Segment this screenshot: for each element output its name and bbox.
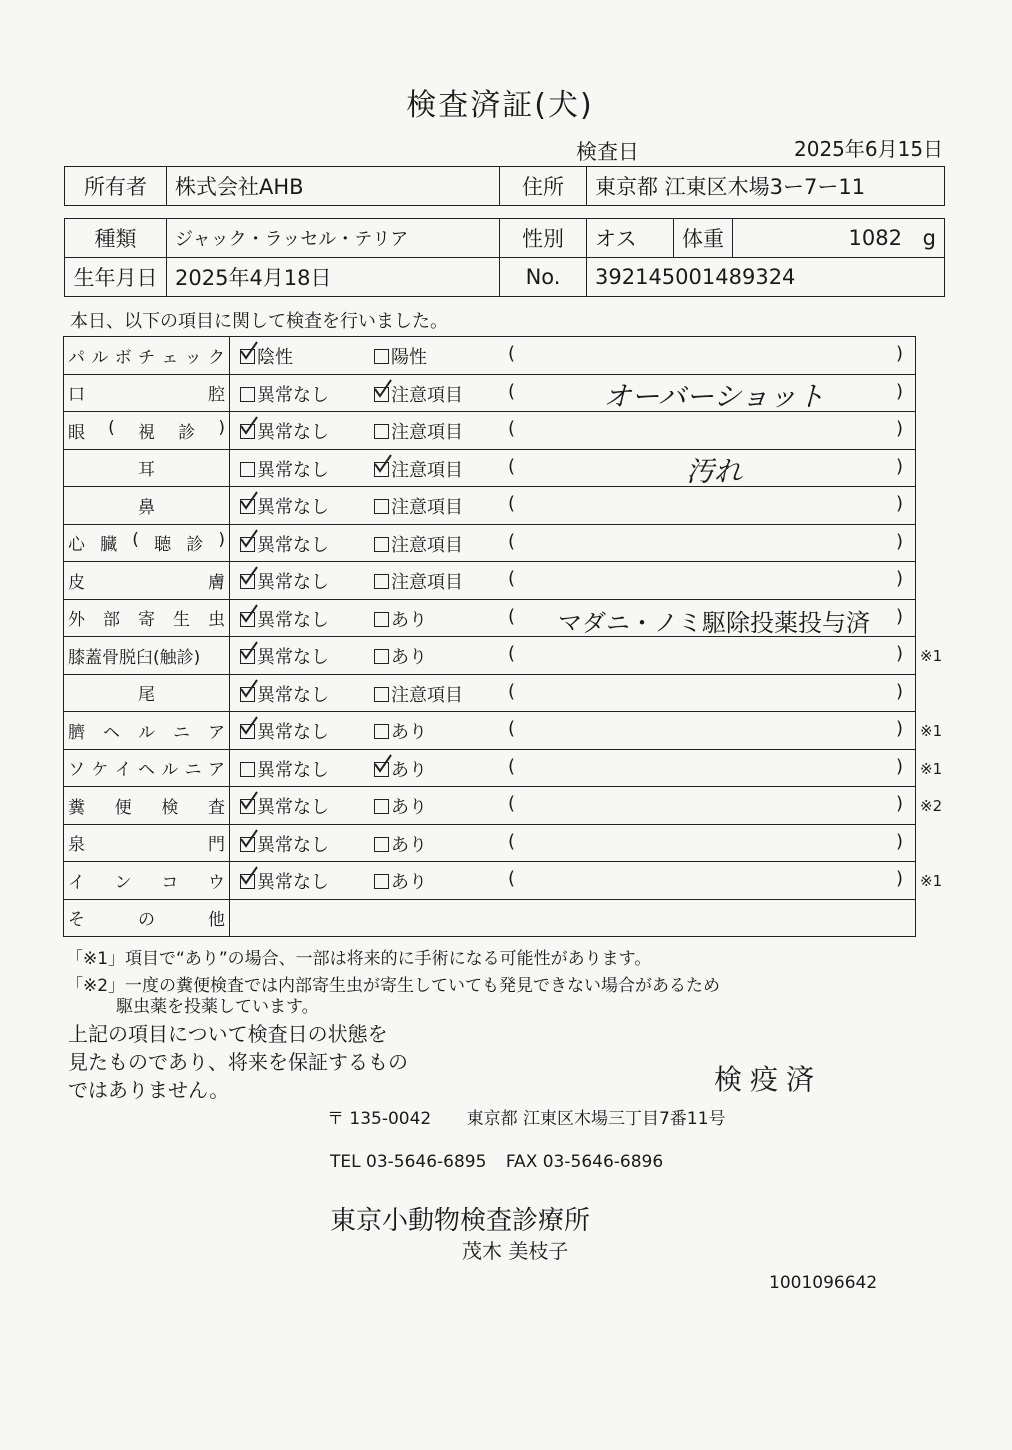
paren-open: ( xyxy=(508,830,516,852)
paren-open: ( xyxy=(508,568,516,589)
birth-value: 2025年4月18日 xyxy=(167,258,500,297)
check-mark-icon xyxy=(373,454,393,474)
option-normal[interactable] xyxy=(240,756,329,782)
check-mark-icon xyxy=(239,416,259,436)
option-label: 異常なし xyxy=(257,722,329,743)
option-normal[interactable] xyxy=(240,831,329,857)
check-mark-icon xyxy=(239,791,259,811)
paren-open: ( xyxy=(508,793,516,814)
paren-open: ( xyxy=(508,530,516,552)
paren-open: ( xyxy=(508,643,516,664)
address-value: 東京都 江東区木場3ー7ー11 xyxy=(587,167,945,206)
option-label: 陽性 xyxy=(391,347,427,368)
checkbox[interactable] xyxy=(240,762,255,777)
checkbox[interactable] xyxy=(240,387,255,402)
option-label: 注意項目 xyxy=(391,422,463,443)
paren-close: ) xyxy=(896,380,904,402)
item-note: 汚れ xyxy=(685,454,742,488)
option-normal[interactable] xyxy=(240,381,329,407)
weight-unit: g xyxy=(922,226,936,250)
item-name xyxy=(64,337,230,374)
option-flag[interactable] xyxy=(374,381,463,407)
item-name xyxy=(64,450,230,487)
weight-cell xyxy=(733,219,945,258)
checkbox[interactable] xyxy=(374,649,389,664)
serial-number: 1001096642 xyxy=(769,1273,878,1293)
owner-label: 所有者 xyxy=(65,167,167,206)
paren-close: ) xyxy=(896,493,904,514)
paren-close: ) xyxy=(896,755,904,777)
item-name-text: 糞 便 検 査 xyxy=(68,797,225,818)
checkbox[interactable] xyxy=(374,724,389,739)
checkbox[interactable] xyxy=(374,499,389,514)
checkbox[interactable] xyxy=(240,649,255,664)
checkbox[interactable] xyxy=(374,462,389,477)
option-label: 異常なし xyxy=(257,647,329,668)
check-mark-icon xyxy=(239,604,259,624)
checkbox[interactable] xyxy=(240,799,255,814)
check-mark-icon xyxy=(239,529,259,549)
option-label: 注意項目 xyxy=(391,384,463,406)
inspection-row xyxy=(64,675,915,713)
option-label: 異常なし xyxy=(257,872,329,893)
option-label: 注意項目 xyxy=(391,497,463,518)
disclaimer-line: ではありません。 xyxy=(68,1078,230,1102)
checkbox[interactable] xyxy=(374,349,389,364)
quarantine-stamp: 検疫済 xyxy=(714,1063,823,1096)
weight-label: 体重 xyxy=(674,219,733,258)
item-name-text: 臍 ヘ ル ニ ア xyxy=(68,722,225,743)
paren-close: ) xyxy=(896,793,904,814)
option-label: 異常なし xyxy=(257,834,329,856)
option-label: あり xyxy=(391,609,427,631)
item-name xyxy=(64,862,230,899)
option-flag[interactable] xyxy=(374,681,463,707)
inspection-row xyxy=(64,600,915,638)
check-mark-icon xyxy=(239,829,259,849)
item-name-text: イ ン コ ウ xyxy=(68,872,225,893)
option-label: 異常なし xyxy=(257,422,329,443)
checkbox[interactable] xyxy=(240,537,255,552)
check-mark-icon xyxy=(239,491,259,511)
footnote-mark: ※2 xyxy=(920,797,943,815)
footnote-mark: ※1 xyxy=(920,647,943,665)
item-name-text: 心 臓 ( 聴 診 ) xyxy=(68,530,225,556)
inspection-row xyxy=(64,337,915,375)
checkbox[interactable] xyxy=(240,499,255,514)
intro-text: 本日、以下の項目に関して検査を行いました。 xyxy=(70,311,448,332)
option-label: 注意項目 xyxy=(391,534,463,556)
item-name-text: 鼻 xyxy=(138,497,155,518)
paren-close: ) xyxy=(896,718,904,739)
paren-close: ) xyxy=(896,680,904,702)
paren-open: ( xyxy=(508,380,516,402)
paren-open: ( xyxy=(508,605,516,627)
option-flag[interactable] xyxy=(374,793,427,819)
inspection-row xyxy=(64,825,915,863)
disclaimer-line: 上記の項目について検査日の状態を xyxy=(68,1022,388,1046)
disclaimer xyxy=(68,1020,408,1104)
item-name-text: 膝蓋骨脱臼(触診) xyxy=(68,647,201,668)
option-flag[interactable] xyxy=(374,531,463,557)
no-label: No. xyxy=(500,258,587,297)
item-name xyxy=(64,600,230,637)
item-name xyxy=(64,562,230,599)
item-name xyxy=(64,412,230,449)
vet-name: 茂木 美枝子 xyxy=(462,1239,569,1263)
item-name xyxy=(64,525,230,562)
item-name-text: そ の 他 xyxy=(68,910,225,931)
item-name xyxy=(64,750,230,787)
option-label: あり xyxy=(391,647,427,668)
footnote-mark: ※1 xyxy=(920,722,943,740)
option-label: 異常なし xyxy=(257,384,329,406)
footnote-mark: ※1 xyxy=(920,759,943,778)
option-label: あり xyxy=(391,834,427,856)
tel-number: TEL 03-5646-6895 xyxy=(330,1152,487,1172)
item-name-text: ソ ケ イ ヘ ル ニ ア xyxy=(68,760,225,781)
owner-table xyxy=(64,166,945,206)
inspection-row xyxy=(64,525,915,563)
animal-table xyxy=(64,218,945,297)
inspection-row xyxy=(64,900,915,938)
option-label: 異常なし xyxy=(257,497,329,518)
exam-date: 2025年6月15日 xyxy=(794,137,944,161)
option-label: あり xyxy=(391,872,427,893)
paren-close: ) xyxy=(896,868,904,889)
footnote-2b: 駆虫薬を投薬しています。 xyxy=(116,997,319,1017)
option-label: 異常なし xyxy=(257,459,329,481)
option-normal[interactable] xyxy=(240,493,329,519)
option-flag[interactable] xyxy=(374,868,427,894)
option-label: 異常なし xyxy=(257,684,329,706)
inspection-row xyxy=(64,412,915,450)
inspection-row xyxy=(64,562,915,600)
inspection-row xyxy=(64,375,915,413)
check-mark-icon xyxy=(239,341,259,361)
inspection-row xyxy=(64,450,915,488)
option-flag[interactable] xyxy=(374,718,427,744)
paren-close: ) xyxy=(896,643,904,664)
paren-close: ) xyxy=(896,418,904,439)
option-flag[interactable] xyxy=(374,606,427,632)
inspection-row xyxy=(64,787,943,825)
option-normal[interactable] xyxy=(240,643,329,669)
paren-close: ) xyxy=(896,830,904,852)
option-normal[interactable] xyxy=(240,531,329,557)
check-mark-icon xyxy=(239,679,259,699)
checkbox[interactable] xyxy=(240,424,255,439)
option-label: 注意項目 xyxy=(391,684,463,706)
postal-code: 〒 135-0042 xyxy=(327,1109,432,1129)
checkbox[interactable] xyxy=(240,612,255,627)
item-name-text: 皮 膚 xyxy=(68,572,225,593)
check-mark-icon xyxy=(373,754,393,774)
footnote-2: 「※2」一度の糞便検査では内部寄生虫が寄生していても発見できない場合があるため xyxy=(66,976,721,996)
option-flag[interactable] xyxy=(374,456,463,482)
check-mark-icon xyxy=(239,866,259,886)
paren-open: ( xyxy=(508,718,516,739)
item-name-text: 泉 門 xyxy=(68,835,225,856)
inspection-grid xyxy=(63,336,943,937)
checkbox[interactable] xyxy=(374,612,389,627)
sex-value: オス xyxy=(587,219,674,258)
checkbox[interactable] xyxy=(240,462,255,477)
checkbox[interactable] xyxy=(240,574,255,589)
option-normal[interactable] xyxy=(240,456,329,482)
option-label: 注意項目 xyxy=(391,459,463,481)
checkbox[interactable] xyxy=(240,687,255,702)
item-name-text: 口 腔 xyxy=(68,385,225,406)
item-name xyxy=(64,712,230,749)
option-normal[interactable] xyxy=(240,568,329,594)
checkbox[interactable] xyxy=(374,799,389,814)
option-normal[interactable] xyxy=(240,793,329,819)
inspection-row xyxy=(64,637,943,675)
fax-number: FAX 03-5646-6896 xyxy=(505,1152,664,1172)
checkbox[interactable] xyxy=(240,349,255,364)
checkbox[interactable] xyxy=(374,387,389,402)
disclaimer-line: 見たものであり、将来を保証するもの xyxy=(68,1050,408,1074)
footnote-mark: ※1 xyxy=(920,872,943,890)
exam-date-label: 検査日 xyxy=(576,140,639,164)
clinic-contact xyxy=(330,1152,663,1172)
option-flag[interactable] xyxy=(374,756,427,782)
document-title: 検査済証(犬) xyxy=(406,88,594,123)
paren-close: ) xyxy=(896,343,904,364)
option-label: 異常なし xyxy=(257,572,329,593)
item-name xyxy=(64,825,230,862)
item-name xyxy=(64,487,230,524)
clinic-name: 東京小動物検査診療所 xyxy=(330,1206,591,1236)
no-value: 392145001489324 xyxy=(587,258,945,297)
item-note: マダニ・ノミ駆除投薬投与済 xyxy=(558,608,870,637)
item-name-text: 尾 xyxy=(138,685,155,706)
paren-close: ) xyxy=(896,530,904,552)
clinic-address xyxy=(327,1104,726,1129)
paren-close: ) xyxy=(896,605,904,627)
paren-open: ( xyxy=(508,493,516,514)
option-label: 注意項目 xyxy=(391,572,463,593)
paren-close: ) xyxy=(896,568,904,589)
option-label: あり xyxy=(391,797,427,818)
option-label: あり xyxy=(391,759,427,781)
breed-label: 種類 xyxy=(65,219,167,258)
option-flag[interactable] xyxy=(374,831,427,857)
check-mark-icon xyxy=(239,641,259,661)
checkbox[interactable] xyxy=(374,687,389,702)
checkbox[interactable] xyxy=(374,762,389,777)
checkbox[interactable] xyxy=(240,724,255,739)
breed-value: ジャック・ラッセル・テリア xyxy=(167,219,500,258)
option-flag[interactable] xyxy=(374,418,463,444)
item-name-text: 外 部 寄 生 虫 xyxy=(68,610,225,631)
checkbox[interactable] xyxy=(374,537,389,552)
item-name xyxy=(64,375,230,412)
check-mark-icon xyxy=(239,566,259,586)
paren-open: ( xyxy=(508,455,516,477)
option-normal[interactable] xyxy=(240,868,329,894)
option-flag[interactable] xyxy=(374,493,463,519)
item-name xyxy=(64,675,230,712)
item-name xyxy=(64,637,230,674)
paren-open: ( xyxy=(508,680,516,702)
paren-open: ( xyxy=(508,418,516,439)
street-address: 東京都 江東区木場三丁目7番11号 xyxy=(466,1109,726,1129)
birth-label: 生年月日 xyxy=(65,258,167,297)
checkbox[interactable] xyxy=(374,424,389,439)
inspection-row xyxy=(64,712,943,750)
option-normal[interactable] xyxy=(240,418,329,444)
sex-label: 性別 xyxy=(500,219,587,258)
option-flag[interactable] xyxy=(374,643,427,669)
inspection-row xyxy=(64,487,915,525)
footnote-1: 「※1」項目で“あり”の場合、一部は将来的に手術になる可能性があります。 xyxy=(66,949,652,969)
option-label: 異常なし xyxy=(257,759,329,781)
inspection-row xyxy=(64,750,943,788)
item-name-text: パ ル ボ チ ェ ッ ク xyxy=(68,347,225,368)
check-mark-icon xyxy=(239,716,259,736)
option-normal[interactable] xyxy=(240,681,329,707)
checkbox[interactable] xyxy=(240,837,255,852)
item-note: オーバーショット xyxy=(603,379,825,413)
option-label: 異常なし xyxy=(257,609,329,631)
checkbox[interactable] xyxy=(240,874,255,889)
check-mark-icon xyxy=(373,379,393,399)
checkbox[interactable] xyxy=(374,574,389,589)
weight-value: 1082 xyxy=(848,226,902,250)
paren-close: ) xyxy=(896,455,904,477)
inspection-row xyxy=(64,862,943,900)
option-label: あり xyxy=(391,722,427,743)
option-label: 異常なし xyxy=(257,534,329,556)
owner-value: 株式会社AHB xyxy=(167,167,500,206)
paren-open: ( xyxy=(508,755,516,777)
item-name-text: 眼 ( 視 診 ) xyxy=(68,417,225,443)
paren-open: ( xyxy=(508,343,516,364)
option-normal[interactable] xyxy=(240,718,329,744)
checkbox[interactable] xyxy=(374,874,389,889)
item-name xyxy=(64,900,230,937)
checkbox[interactable] xyxy=(374,837,389,852)
option-label: 異常なし xyxy=(257,797,329,818)
option-flag[interactable] xyxy=(374,568,463,594)
paren-open: ( xyxy=(508,868,516,889)
item-name xyxy=(64,787,230,824)
option-normal[interactable] xyxy=(240,343,293,369)
option-flag[interactable] xyxy=(374,343,427,369)
option-label: 陰性 xyxy=(257,347,293,368)
option-normal[interactable] xyxy=(240,606,329,632)
item-name-text: 耳 xyxy=(138,460,155,481)
address-label: 住所 xyxy=(500,167,587,206)
